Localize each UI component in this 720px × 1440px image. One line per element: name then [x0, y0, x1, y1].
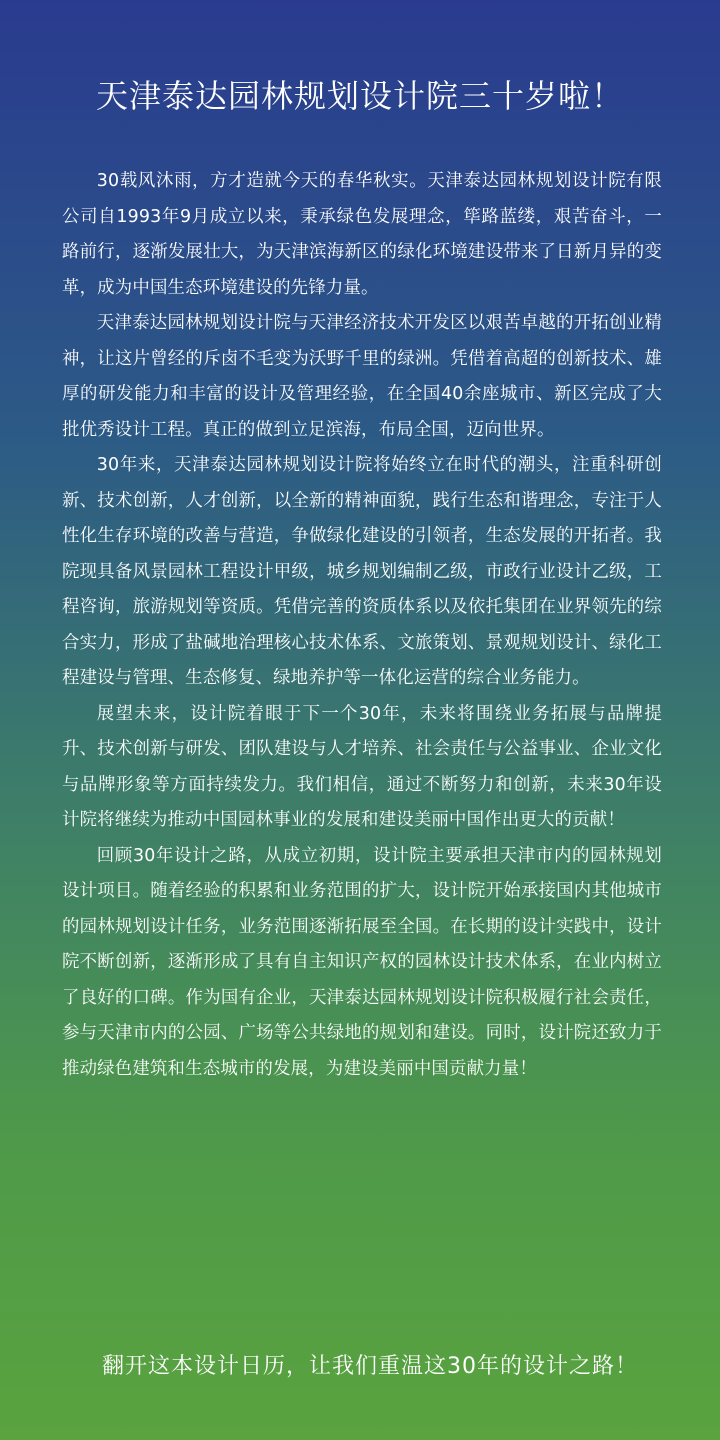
closing-line: 翻开这本设计日历，让我们重温这30年的设计之路！ — [102, 1354, 638, 1379]
body-text — [62, 164, 662, 1087]
page-title: 天津泰达园林规划设计院三十岁啦！ — [95, 77, 624, 115]
paragraph-thirty-years: 30年来，天津泰达园林规划设计院将始终立在时代的潮头，注重科研创新、技术创新，人才创新，以全新的精神面貌，践行生态和谐理念，专注于人性化生存环境的改善与营造，争做绿化建设的引领者，生态发展的开拓者。我院现具备风景园林工程设计甲级，城乡规划编制乙级，市政行业设计乙级，工程咨询，旅游规划等资质。凭借完善的资质体系以及依托集团在业界领先的综合实力，形成了盐碱地治理核心技术体系、文旅策划、景观规划设计、绿化工程建设与管理、生态修复、绿地养护等一体化运营的综合业务能力。 — [62, 455, 662, 688]
paragraph-outlook: 展望未来，设计院着眼于下一个30年，未来将围绕业务拓展与品牌提升、技术创新与研发、团队建设与人才培养、社会责任与公益事业、企业文化与品牌形象等方面持续发力。我们相信，通过不断努力和创新，未来30年设计院将继续为推动中国园林事业的发展和建设美丽中国作出更大的贡献！ — [62, 703, 662, 830]
paragraph-founding: 30载风沐雨，方才造就今天的春华秋实。天津泰达园林规划设计院有限公司自1993年9月成立以来，秉承绿色发展理念，筚路蓝缕，艰苦奋斗，一路前行，逐渐发展壮大，为天津滨海新区的绿化环境建设带来了日新月异的变革，成为中国生态环境建设的先锋力量。 — [62, 171, 662, 298]
paragraph-achievements: 天津泰达园林规划设计院与天津经济技术开发区以艰苦卓越的开拓创业精神，让这片曾经的斥卤不毛变为沃野千里的绿洲。凭借着高超的创新技术、雄厚的研发能力和丰富的设计及管理经验，在全国40余座城市、新区完成了大批优秀设计工程。真正的做到立足滨海，布局全国，迈向世界。 — [62, 313, 662, 440]
paragraph-review: 回顾30年设计之路，从成立初期，设计院主要承担天津市内的园林规划设计项目。随着经验的积累和业务范围的扩大，设计院开始承接国内其他城市的园林规划设计任务，业务范围逐渐拓展至全国。在长期的设计实践中，设计院不断创新，逐渐形成了具有自主知识产权的园林设计技术体系，在业内树立了良好的口碑。作为国有企业，天津泰达园林规划设计院积极履行社会责任，参与天津市内的公园、广场等公共绿地的规划和建设。同时，设计院还致力于推动绿色建筑和生态城市的发展，为建设美丽中国贡献力量！ — [62, 845, 662, 1079]
